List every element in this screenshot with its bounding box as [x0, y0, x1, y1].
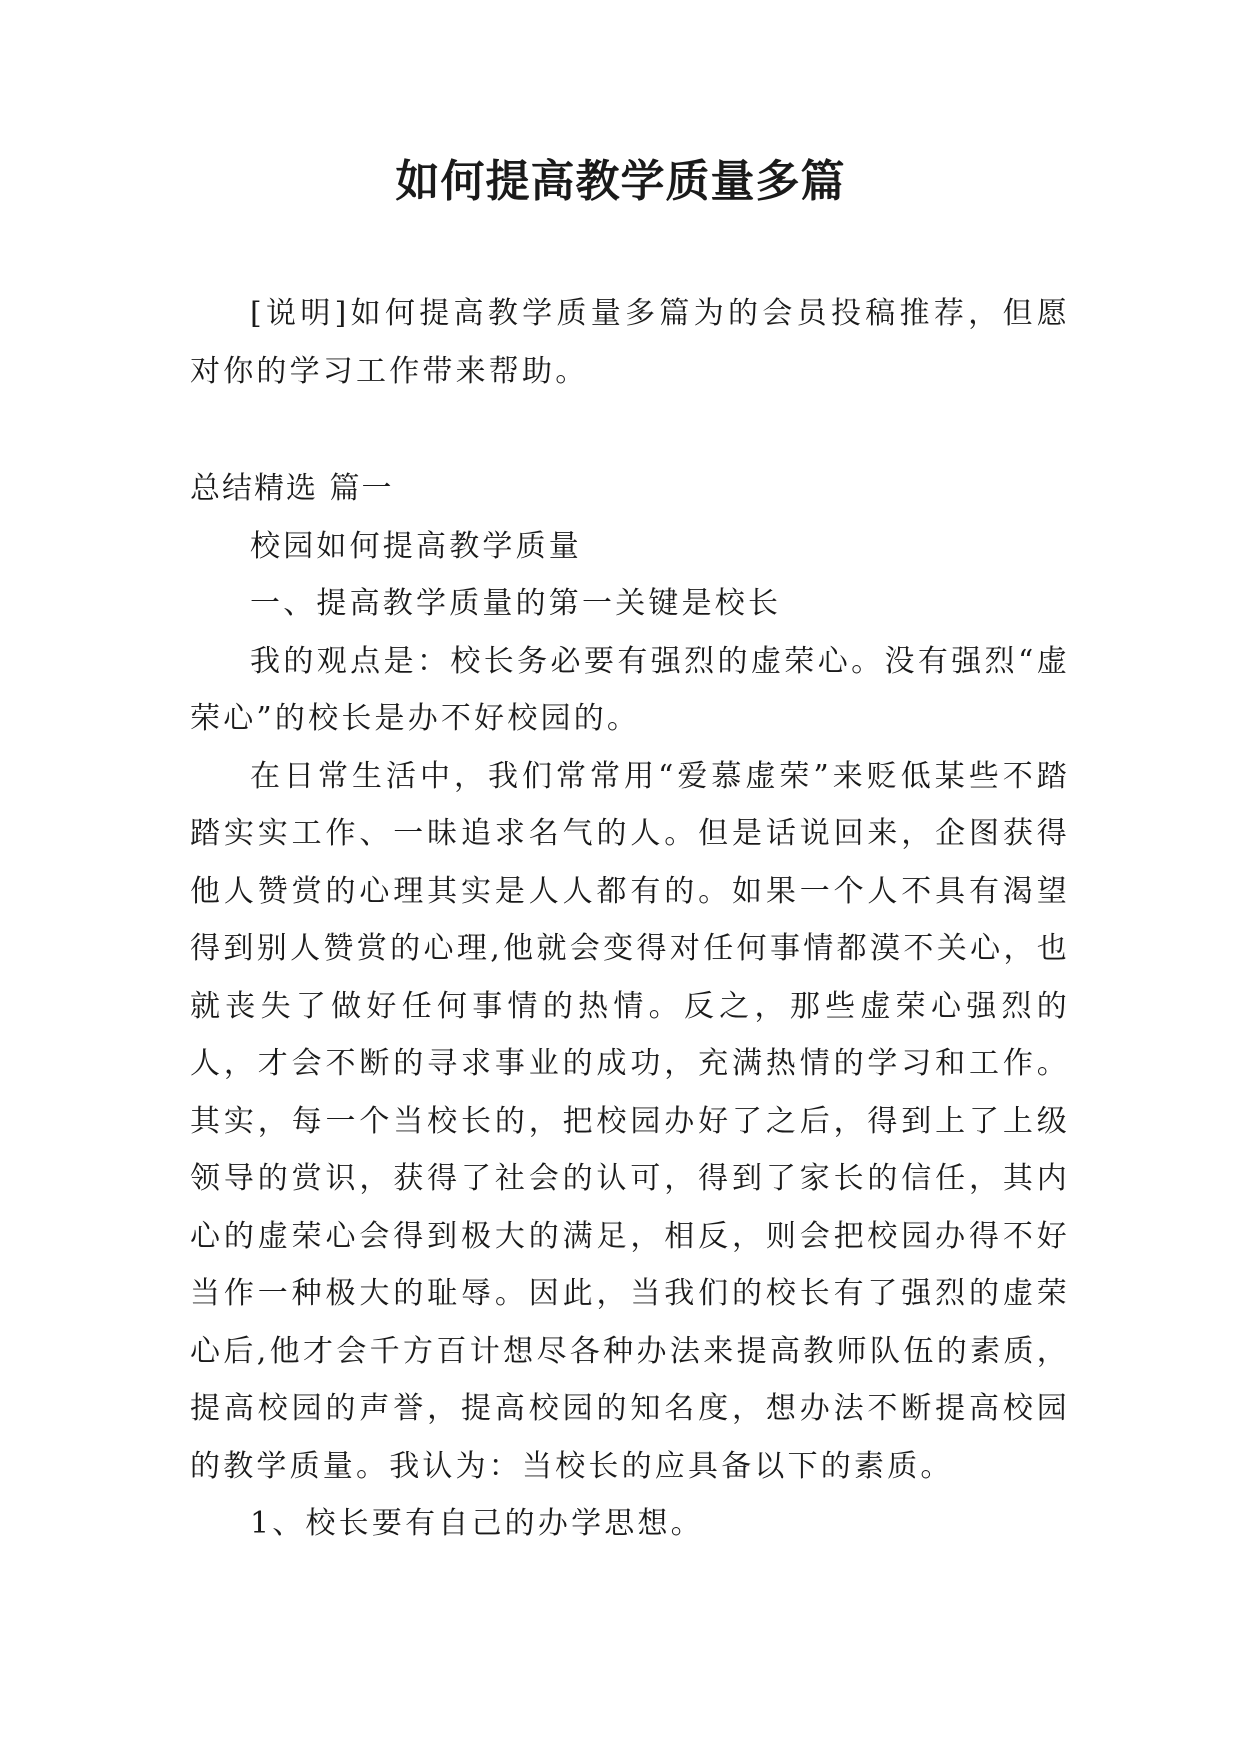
document-body	[190, 285, 1070, 1553]
list-item-paragraph: 1、校长要有自己的办学思想。	[250, 1506, 704, 1541]
body-paragraph: 在日常生活中，我们常常用“爱慕虚荣”来贬低某些不踏踏实实工作、一昧追求名气的人。但是话说回来，企图获得他人赞赏的心理其实是人人都有的。如果一个人不具有渴望得到别人赞赏的心理,他就会变得对任何事情都漠不关心，也就丧失了做好任何事情的热情。反之，那些虚荣心强烈的人，才会不断的寻求事业的成功，充满热情的学习和工作。其实，每一个当校长的，把校园办好了之后，得到上了上级领导的赏识，获得了社会的认可，得到了家长的信任，其内心的虚荣心会得到极大的满足，相反，则会把校园办得不好当作一种极大的耻辱。因此，当我们的校长有了强烈的虚荣心后,他才会千方百计想尽各种办法来提高教师队伍的素质，提高校园的声誉，提高校园的知名度，想办法不断提高校园的教学质量。我认为：当校长的应具备以下的素质。	[190, 758, 1070, 1484]
section-label: 总结精选 篇一	[190, 471, 394, 506]
document-title: 如何提高教学质量多篇	[395, 156, 846, 207]
subheading-paragraph: 校园如何提高教学质量	[250, 528, 582, 564]
body-paragraph: 我的观点是：校长务必要有强烈的虚荣心。没有强烈“虚荣心”的校长是办不好校园的。	[190, 643, 1070, 736]
heading-paragraph: 一、提高教学质量的第一关键是校长	[250, 586, 782, 621]
intro-paragraph: [说明]如何提高教学质量多篇为的会员投稿推荐，但愿对你的学习工作带来帮助。	[190, 296, 1070, 389]
